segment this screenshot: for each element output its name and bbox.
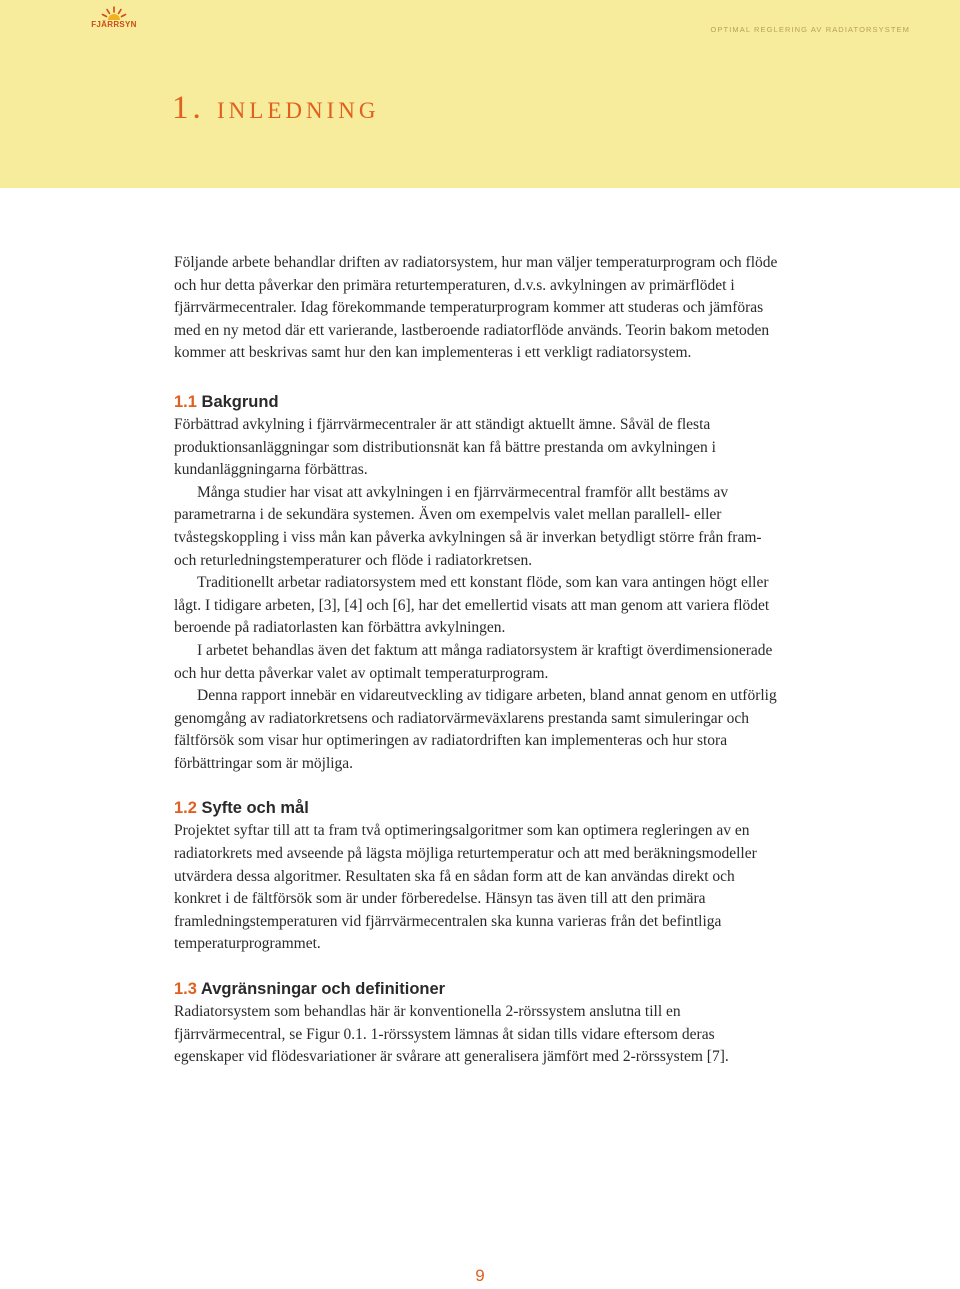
page-number: 9	[475, 1266, 485, 1285]
section-number: 1.1	[174, 392, 197, 411]
section-number: 1.2	[174, 799, 197, 818]
section-heading	[174, 977, 786, 1001]
chapter-number: 1.	[172, 90, 205, 126]
chapter-title-text: inledning	[217, 90, 380, 126]
section-title: Bakgrund	[201, 392, 279, 411]
main-content	[174, 252, 786, 1090]
paragraph: Förbättrad avkylning i fjärrvärmecentraler är att ständigt aktuellt ämne. Såväl de flesta produktionsanläggningar som distributionsnät kan få bättre prestanda om avkylningen i kundanläggningarna förbättras.	[174, 415, 716, 479]
section-avgransningar	[174, 977, 786, 1069]
intro-paragraph: Följande arbete behandlar driften av radiatorsystem, hur man väljer temperaturprogram och flöde och hur detta påverkar den primära returtemperaturen, d.v.s. avkylningen av primärflödet i fjärrvärmecentraler. Idag förekommande temperaturprogram kommer att studeras och jämföras med en ny metod där ett varierande, lastberoende radiatorflöde används. Teorin bakom metoden kommer att beskrivas samt hur den kan implementeras i ett verkligt radiatorsystem.	[174, 254, 778, 362]
section-heading	[174, 390, 786, 414]
logo-text: FJÄRRSYN	[91, 20, 137, 29]
paragraph: Traditionellt arbetar radiatorsystem med ett konstant flöde, som kan vara antingen högt eller lågt. I tidigare arbeten, [3], [4] och [6], har det emellertid visats att man genom att variera flödet beroende på radiatorlasten kan förbättra avkylningen.	[174, 574, 770, 637]
paragraph: Radiatorsystem som behandlas här är konventionella 2-rörssystem anslutna till en fjärrvärmecentral, se Figur 0.1. 1-rörssystem lämnas åt sidan tills vidare eftersom deras egenskaper vid flödesvariationer är svårare att generalisera jämfört med 2-rörssystem [7].	[174, 1003, 729, 1066]
running-header: OPTIMAL REGLERING AV RADIATORSYSTEM	[710, 25, 910, 34]
paragraph: Projektet syftar till att ta fram två optimeringsalgoritmer som kan optimera regleringen av en radiatorkrets med avseende på lägsta möjliga returtemperatur och att med beräkningsmodeller utvärdera dessa algoritmer. Resultaten ska få en sådan form att de kan användas direkt och konkret i de fältförsök som är under förberedelse. Hänsyn tas även till att den primära framledningstemperaturen vid fjärrvärmecentralen ska kunna varieras från det befintliga temperaturprogrammet.	[174, 822, 757, 953]
section-heading	[174, 796, 786, 820]
fjarrsyn-logo	[88, 6, 140, 32]
chapter-title	[172, 90, 379, 127]
header-band	[0, 0, 960, 188]
paragraph: I arbetet behandlas även det faktum att många radiatorsystem är kraftigt överdimensionerade och hur detta påverkar valet av optimalt temperaturprogram.	[174, 641, 773, 682]
paragraph: Många studier har visat att avkylningen i en fjärrvärmecentral framför allt bestäms av parametrarna i de sekundära systemen. Även om exempelvis valet mellan parallell- eller tvåstegskoppling i viss mån kan påverka avkylningen så är inverkan betydligt större från fram- och returledningstemperaturer och flöde i radiatorkretsen.	[174, 483, 762, 569]
paragraph: Denna rapport innebär en vidareutveckling av tidigare arbeten, bland annat genom en utförlig genomgång av radiatorkretsens och radiatorvärmeväxlarens prestanda samt simuleringar och fältförsök som visar hur optimeringen av radiatordriften kan implementeras och hur stora förbättringar som är möjliga.	[174, 687, 777, 772]
section-title: Avgränsningar och definitioner	[200, 980, 446, 999]
section-bakgrund	[174, 390, 786, 776]
section-title: Syfte och mål	[201, 799, 309, 818]
section-syfte-och-mal	[174, 796, 786, 956]
section-number: 1.3	[174, 980, 197, 999]
